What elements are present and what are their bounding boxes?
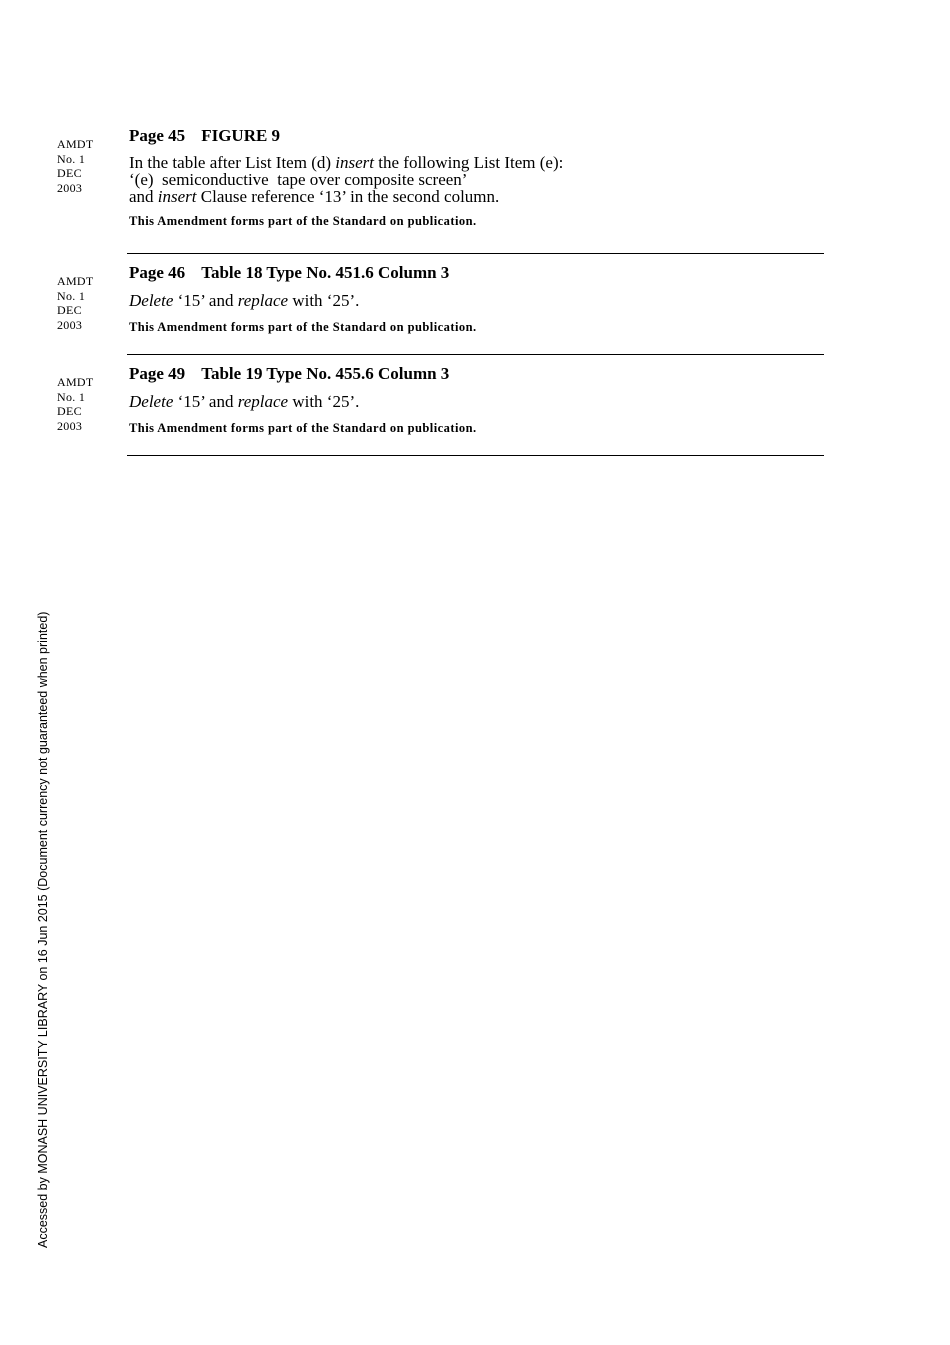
amendment-marker-line: DEC bbox=[57, 404, 82, 418]
text-run-italic: insert bbox=[335, 153, 375, 172]
divider bbox=[127, 354, 824, 355]
amendment-marker-line: 2003 bbox=[57, 418, 83, 433]
amendment-2-heading bbox=[129, 263, 823, 283]
amendment-2-instruction bbox=[129, 292, 823, 309]
text-run-italic: replace bbox=[237, 392, 289, 411]
divider bbox=[127, 455, 824, 456]
divider bbox=[127, 253, 824, 254]
text-run-italic: insert bbox=[157, 187, 197, 206]
text-run: with ‘25’. bbox=[288, 392, 360, 411]
text-run: In the table after List Item (d) bbox=[129, 153, 336, 172]
amendment-marker-line: AMDT bbox=[57, 274, 94, 288]
text-run: ‘15’ and bbox=[173, 291, 238, 310]
text-run-italic: Delete bbox=[129, 392, 174, 411]
text-run: Clause reference ‘13’ in the second column. bbox=[196, 187, 500, 206]
amendment-marker-line: 2003 bbox=[57, 317, 83, 332]
text-run: with ‘25’. bbox=[288, 291, 360, 310]
heading-reference: Table 18 Type No. 451.6 Column 3 bbox=[201, 263, 450, 282]
heading-page: Page 49 bbox=[129, 364, 186, 383]
amendment-3-heading bbox=[129, 364, 823, 384]
text-run-italic: replace bbox=[237, 291, 289, 310]
amendment-marker-line: 2003 bbox=[57, 180, 83, 195]
access-notice: Accessed by MONASH UNIVERSITY LIBRARY on 16 Jun 2015 (Document currency not guaranteed when printed) bbox=[36, 611, 50, 1248]
amendment-marker-3 bbox=[57, 375, 94, 433]
amendment-marker-line: No. 1 bbox=[57, 151, 86, 166]
amendment-marker-line: DEC bbox=[57, 166, 82, 180]
amendment-marker-2 bbox=[57, 274, 94, 332]
amendment-1-instruction-line-2: ‘(e) semiconductive tape over composite screen’ bbox=[129, 170, 468, 189]
amendment-3-instruction bbox=[129, 393, 823, 410]
text-run: ‘15’ and bbox=[173, 392, 238, 411]
heading-reference: FIGURE 9 bbox=[201, 126, 281, 145]
amendment-1-instruction-line-1 bbox=[129, 154, 823, 171]
amendment-marker-line: AMDT bbox=[57, 137, 94, 151]
amendment-3 bbox=[129, 364, 823, 436]
text-run: the following List Item (e): bbox=[374, 153, 564, 172]
amendment-3-note: This Amendment forms part of the Standard on publication. bbox=[129, 421, 477, 435]
text-run-italic: Delete bbox=[129, 291, 174, 310]
amendment-1 bbox=[129, 126, 823, 229]
amendment-marker-line: No. 1 bbox=[57, 288, 86, 303]
amendment-marker-1 bbox=[57, 137, 94, 195]
heading-page: Page 46 bbox=[129, 263, 186, 282]
amendment-1-instruction-line-3 bbox=[129, 188, 823, 205]
amendment-marker-line: DEC bbox=[57, 303, 82, 317]
amendment-1-note: This Amendment forms part of the Standard on publication. bbox=[129, 214, 477, 228]
amendment-1-heading bbox=[129, 126, 823, 146]
amendment-2-note: This Amendment forms part of the Standard on publication. bbox=[129, 320, 477, 334]
text-run: and bbox=[129, 187, 158, 206]
heading-reference: Table 19 Type No. 455.6 Column 3 bbox=[201, 364, 450, 383]
heading-page: Page 45 bbox=[129, 126, 186, 145]
amendment-2 bbox=[129, 263, 823, 335]
amendment-marker-line: No. 1 bbox=[57, 389, 86, 404]
amendment-marker-line: AMDT bbox=[57, 375, 94, 389]
